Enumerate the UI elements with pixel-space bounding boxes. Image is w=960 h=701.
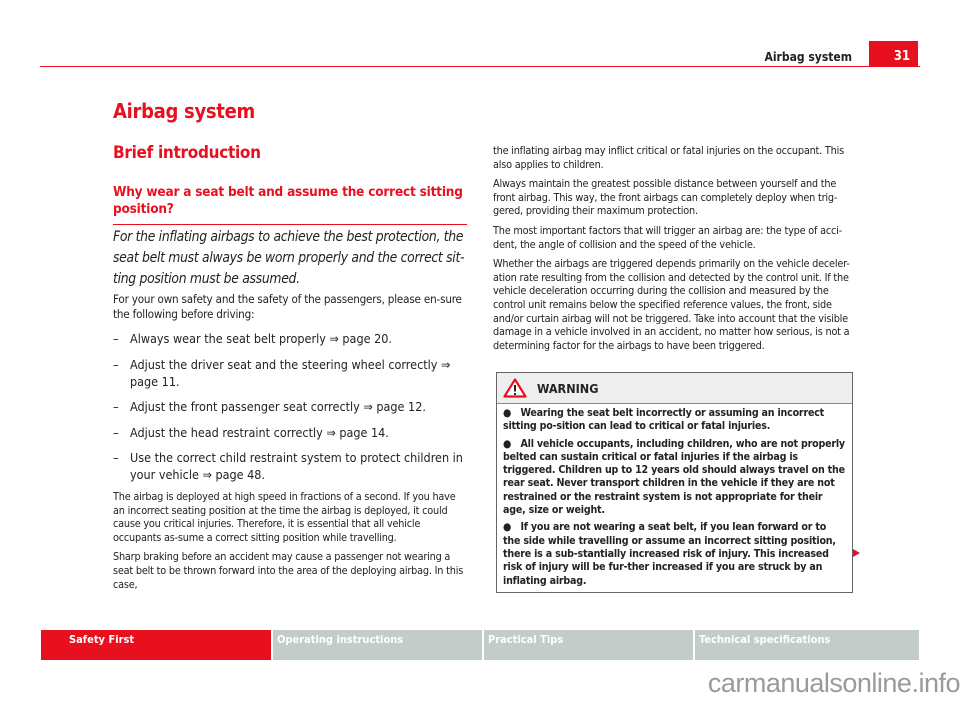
paragraph: The airbag is deployed at high speed in fractions of a second. If you have an incorrect seating position at the time the airbag is deployed, it could cause you critical injuries. Therefore, it is essential that all vehicle occupants as-sume a correct sitting position while travelling. <box>113 490 456 544</box>
right-body <box>493 144 852 358</box>
paragraph: Always maintain the greatest possible distance between yourself and the front airbag. This way, the front airbags can completely deploy when trig-gered, providing their maximum protection. <box>493 177 838 218</box>
checklist-item: – Adjust the head restraint correctly ⇒ page 14. <box>113 424 467 441</box>
paragraph: Whether the airbags are triggered depends primarily on the vehicle deceler-ation rate resulting from the collision and detected by the control unit. If the vehicle deceleration occurring during the collision and measured by the control unit remains below the specified reference values, the front, side and/or curtain airbag will not be triggered. Take into account that the visible damage in a vehicle involved in an accident, no matter how serious, is not a determining factor for the airbags to have been triggered. <box>493 257 850 352</box>
tab-safety-first[interactable]: Safety First <box>41 630 271 660</box>
checklist-item: – Use the correct child restraint system to protect children in your vehicle ⇒ page 48. <box>113 449 467 483</box>
warning-item: ● Wearing the seat belt incorrectly or assuming an incorrect sitting po-sition can lead to critical or fatal injuries. <box>503 407 825 433</box>
paragraph: the inflating airbag may inflict critical or fatal injuries on the occupant. This also applies to children. <box>493 144 844 171</box>
paragraph: The most important factors that will trigger an airbag are: the type of acci-dent, the angle of collision and the speed of the vehicle. <box>493 223 842 251</box>
lead-text: For your own safety and the safety of the passengers, please en-sure the following before driving: <box>113 292 462 321</box>
warning-box <box>496 372 853 593</box>
warning-triangle-icon <box>503 378 527 398</box>
subsection-title: Why wear a seat belt and assume the correct sitting position? <box>113 184 467 225</box>
tab-technical-specifications[interactable]: Technical specifications <box>695 630 919 660</box>
paragraph: Sharp braking before an accident may cause a passenger not wearing a seat belt to be thrown forward into the area of the deploying airbag. In this case, <box>113 550 464 591</box>
bullet-icon: ● <box>503 407 521 419</box>
warning-item: ● If you are not wearing a seat belt, if you lean forward or to the side while travelling or assume an incorrect sitting position, there is a sub-stantially increased risk of injury. This increased risk of injury will be fur-ther increased if you are struck by an inflating airbag. <box>503 521 836 587</box>
section-title: Brief introduction <box>113 143 261 163</box>
bullet-icon: ● <box>503 521 521 534</box>
tab-operating-instructions[interactable]: Operating instructions <box>273 630 482 660</box>
checklist <box>113 330 467 492</box>
running-header: Airbag system <box>764 50 852 64</box>
warning-item: ● All vehicle occupants, including children, who are not properly belted can sustain critical or fatal injuries if the airbag is triggered. Children up to 12 years old should always travel on the rear seat. Never transport children in the vehicle if they are not restrained or the restraint system is not appropriate for their age, size or weight. <box>503 437 845 517</box>
footer-tabs <box>41 630 919 660</box>
intro-text: For the inflating airbags to achieve the best protection, the seat belt must always be worn properly and the correct sit-ting position must be assumed. <box>113 229 465 287</box>
page-number: 31 <box>869 41 918 67</box>
watermark: carmanualsonline.info <box>707 668 960 698</box>
page-title: Airbag system <box>113 99 255 123</box>
warning-header <box>497 373 852 404</box>
header-divider <box>40 66 920 67</box>
warning-title: WARNING <box>537 380 599 396</box>
bullet-icon: ● <box>503 437 521 450</box>
checklist-item: – Adjust the driver seat and the steering wheel correctly ⇒ page 11. <box>113 356 467 390</box>
continue-arrow-icon <box>853 549 860 557</box>
checklist-item: – Always wear the seat belt properly ⇒ page 20. <box>113 330 467 347</box>
warning-body <box>497 404 852 592</box>
checklist-item: – Adjust the front passenger seat correctly ⇒ page 12. <box>113 398 467 415</box>
left-body <box>113 490 467 597</box>
tab-practical-tips[interactable]: Practical Tips <box>484 630 693 660</box>
